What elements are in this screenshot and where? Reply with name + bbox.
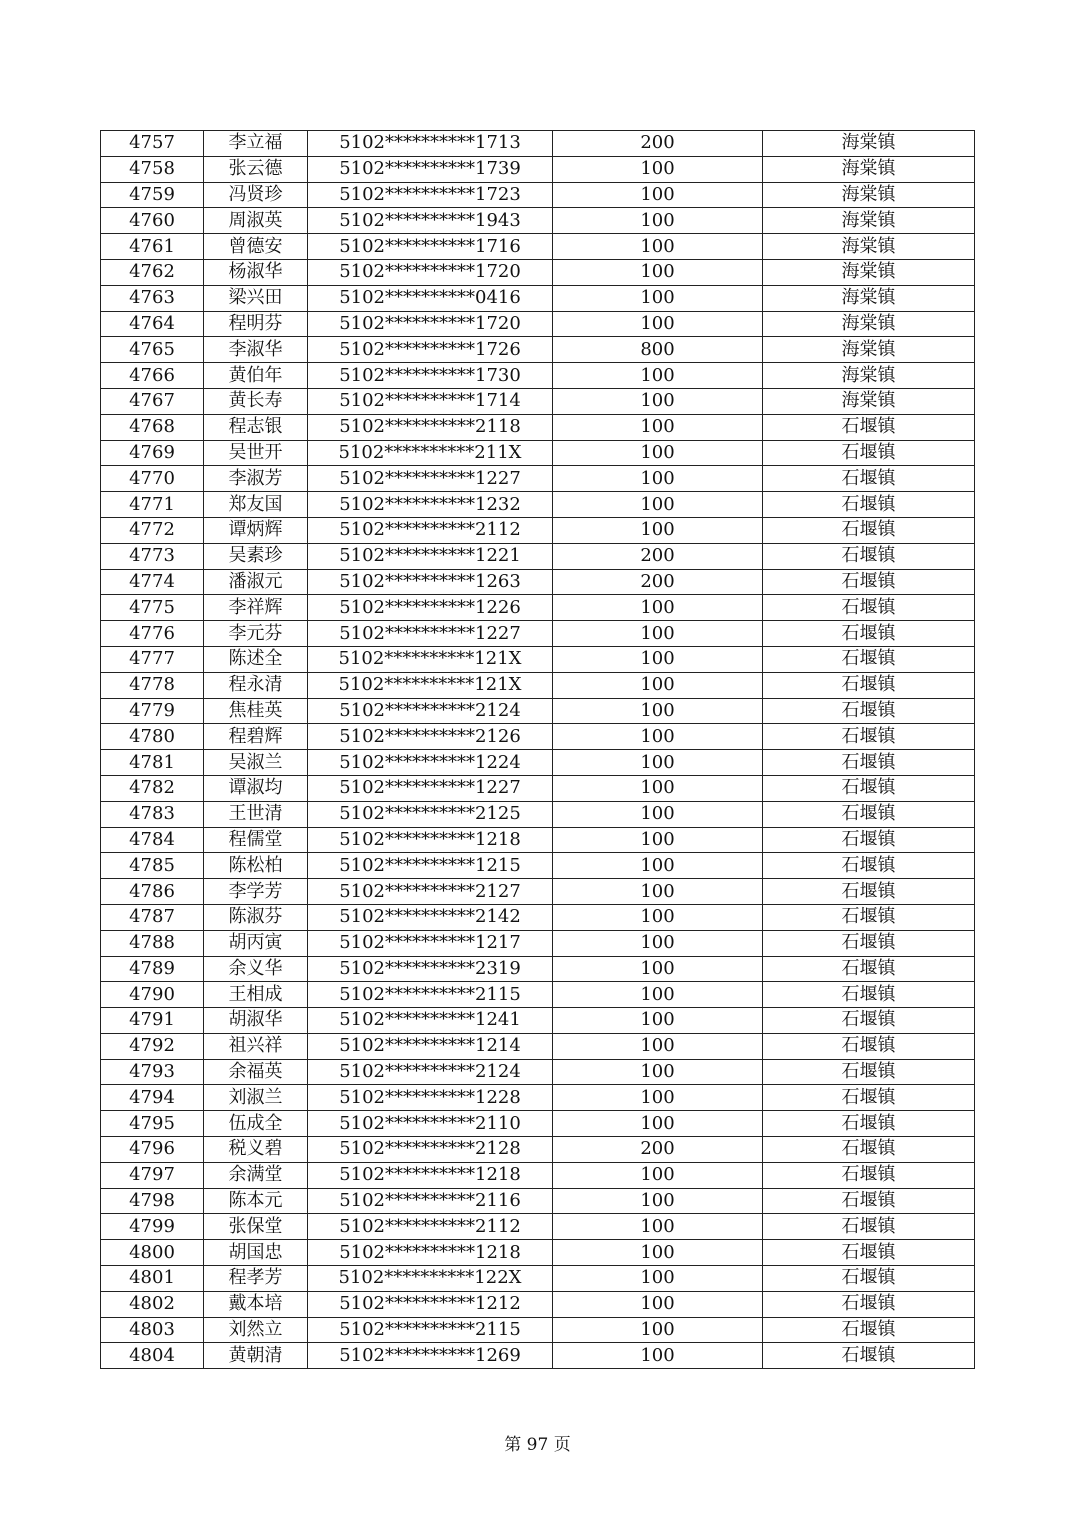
town-cell: 海棠镇 — [763, 131, 975, 157]
amount-cell: 100 — [553, 595, 763, 621]
amount-cell: 100 — [553, 646, 763, 672]
amount-cell: 100 — [553, 259, 763, 285]
amount-cell: 100 — [553, 621, 763, 647]
id-number-cell: 5102**********1720 — [308, 311, 553, 337]
amount-cell: 100 — [553, 853, 763, 879]
table-row — [101, 1317, 975, 1343]
name-cell: 程儒堂 — [204, 827, 308, 853]
table-row — [101, 646, 975, 672]
town-cell: 石堰镇 — [763, 1085, 975, 1111]
town-cell: 石堰镇 — [763, 698, 975, 724]
table-row — [101, 904, 975, 930]
table-row — [101, 440, 975, 466]
name-cell: 李祥辉 — [204, 595, 308, 621]
name-cell: 谭炳辉 — [204, 517, 308, 543]
amount-cell: 100 — [553, 982, 763, 1008]
table-row — [101, 1162, 975, 1188]
name-cell: 黄伯年 — [204, 363, 308, 389]
amount-cell: 100 — [553, 904, 763, 930]
id-number-cell: 5102**********0416 — [308, 285, 553, 311]
row-number-cell: 4783 — [101, 801, 204, 827]
name-cell: 李立福 — [204, 131, 308, 157]
table-row — [101, 569, 975, 595]
amount-cell: 100 — [553, 1343, 763, 1369]
town-cell: 石堰镇 — [763, 492, 975, 518]
row-number-cell: 4762 — [101, 259, 204, 285]
amount-cell: 100 — [553, 801, 763, 827]
row-number-cell: 4791 — [101, 1008, 204, 1034]
table-row — [101, 595, 975, 621]
id-number-cell: 5102**********1218 — [308, 827, 553, 853]
id-number-cell: 5102**********2115 — [308, 982, 553, 1008]
town-cell: 石堰镇 — [763, 827, 975, 853]
amount-cell: 100 — [553, 156, 763, 182]
town-cell: 石堰镇 — [763, 1008, 975, 1034]
id-number-cell: 5102**********2126 — [308, 724, 553, 750]
name-cell: 郑友国 — [204, 492, 308, 518]
table-row — [101, 1033, 975, 1059]
id-number-cell: 5102**********122X — [308, 1266, 553, 1292]
id-number-cell: 5102**********1241 — [308, 1008, 553, 1034]
id-number-cell: 5102**********1730 — [308, 363, 553, 389]
row-number-cell: 4795 — [101, 1111, 204, 1137]
id-number-cell: 5102**********1217 — [308, 930, 553, 956]
table-row — [101, 1137, 975, 1163]
amount-cell: 200 — [553, 131, 763, 157]
table-row — [101, 775, 975, 801]
amount-cell: 100 — [553, 827, 763, 853]
name-cell: 余义华 — [204, 956, 308, 982]
row-number-cell: 4780 — [101, 724, 204, 750]
name-cell: 刘然立 — [204, 1317, 308, 1343]
row-number-cell: 4796 — [101, 1137, 204, 1163]
id-number-cell: 5102**********1221 — [308, 543, 553, 569]
table-row — [101, 1266, 975, 1292]
name-cell: 李淑华 — [204, 337, 308, 363]
amount-cell: 100 — [553, 1033, 763, 1059]
name-cell: 曾德安 — [204, 234, 308, 260]
name-cell: 周淑英 — [204, 208, 308, 234]
amount-cell: 100 — [553, 1188, 763, 1214]
table-row — [101, 517, 975, 543]
town-cell: 海棠镇 — [763, 208, 975, 234]
id-number-cell: 5102**********2319 — [308, 956, 553, 982]
row-number-cell: 4770 — [101, 466, 204, 492]
amount-cell: 100 — [553, 440, 763, 466]
amount-cell: 100 — [553, 1111, 763, 1137]
town-cell: 石堰镇 — [763, 517, 975, 543]
name-cell: 胡淑华 — [204, 1008, 308, 1034]
table-row — [101, 311, 975, 337]
table-row — [101, 1111, 975, 1137]
row-number-cell: 4785 — [101, 853, 204, 879]
table-row — [101, 1291, 975, 1317]
id-number-cell: 5102**********2124 — [308, 1059, 553, 1085]
id-number-cell: 5102**********1215 — [308, 853, 553, 879]
town-cell: 海棠镇 — [763, 363, 975, 389]
row-number-cell: 4769 — [101, 440, 204, 466]
row-number-cell: 4763 — [101, 285, 204, 311]
row-number-cell: 4776 — [101, 621, 204, 647]
row-number-cell: 4786 — [101, 879, 204, 905]
id-number-cell: 5102**********2128 — [308, 1137, 553, 1163]
amount-cell: 100 — [553, 724, 763, 750]
name-cell: 吴淑兰 — [204, 750, 308, 776]
name-cell: 程志银 — [204, 414, 308, 440]
row-number-cell: 4772 — [101, 517, 204, 543]
row-number-cell: 4768 — [101, 414, 204, 440]
amount-cell: 100 — [553, 1059, 763, 1085]
id-number-cell: 5102**********1723 — [308, 182, 553, 208]
amount-cell: 100 — [553, 466, 763, 492]
town-cell: 石堰镇 — [763, 1188, 975, 1214]
table-row — [101, 285, 975, 311]
amount-cell: 100 — [553, 1240, 763, 1266]
amount-cell: 200 — [553, 569, 763, 595]
town-cell: 石堰镇 — [763, 621, 975, 647]
row-number-cell: 4764 — [101, 311, 204, 337]
table-row — [101, 956, 975, 982]
id-number-cell: 5102**********2125 — [308, 801, 553, 827]
table-row — [101, 259, 975, 285]
row-number-cell: 4790 — [101, 982, 204, 1008]
town-cell: 海棠镇 — [763, 311, 975, 337]
table-row — [101, 672, 975, 698]
amount-cell: 100 — [553, 363, 763, 389]
name-cell: 潘淑元 — [204, 569, 308, 595]
name-cell: 陈淑芬 — [204, 904, 308, 930]
amount-cell: 100 — [553, 775, 763, 801]
amount-cell: 100 — [553, 956, 763, 982]
amount-cell: 800 — [553, 337, 763, 363]
town-cell: 石堰镇 — [763, 853, 975, 879]
row-number-cell: 4804 — [101, 1343, 204, 1369]
table-row — [101, 1059, 975, 1085]
row-number-cell: 4793 — [101, 1059, 204, 1085]
table-row — [101, 1214, 975, 1240]
town-cell: 石堰镇 — [763, 1137, 975, 1163]
row-number-cell: 4760 — [101, 208, 204, 234]
name-cell: 梁兴田 — [204, 285, 308, 311]
amount-cell: 100 — [553, 414, 763, 440]
town-cell: 石堰镇 — [763, 646, 975, 672]
name-cell: 李学芳 — [204, 879, 308, 905]
row-number-cell: 4794 — [101, 1085, 204, 1111]
id-number-cell: 5102**********2112 — [308, 1214, 553, 1240]
amount-cell: 200 — [553, 1137, 763, 1163]
id-number-cell: 5102**********1228 — [308, 1085, 553, 1111]
table-row — [101, 698, 975, 724]
table-row — [101, 388, 975, 414]
table-row — [101, 1343, 975, 1369]
name-cell: 李元芬 — [204, 621, 308, 647]
amount-cell: 100 — [553, 698, 763, 724]
row-number-cell: 4775 — [101, 595, 204, 621]
id-number-cell: 5102**********1739 — [308, 156, 553, 182]
row-number-cell: 4782 — [101, 775, 204, 801]
name-cell: 张保堂 — [204, 1214, 308, 1240]
town-cell: 海棠镇 — [763, 285, 975, 311]
amount-cell: 100 — [553, 182, 763, 208]
id-number-cell: 5102**********1269 — [308, 1343, 553, 1369]
row-number-cell: 4797 — [101, 1162, 204, 1188]
name-cell: 胡国忠 — [204, 1240, 308, 1266]
amount-cell: 100 — [553, 1214, 763, 1240]
row-number-cell: 4803 — [101, 1317, 204, 1343]
town-cell: 石堰镇 — [763, 930, 975, 956]
amount-cell: 100 — [553, 311, 763, 337]
row-number-cell: 4766 — [101, 363, 204, 389]
row-number-cell: 4761 — [101, 234, 204, 260]
id-number-cell: 5102**********1943 — [308, 208, 553, 234]
roster-table — [100, 130, 975, 1369]
name-cell: 程永清 — [204, 672, 308, 698]
town-cell: 海棠镇 — [763, 388, 975, 414]
name-cell: 余满堂 — [204, 1162, 308, 1188]
id-number-cell: 5102**********1226 — [308, 595, 553, 621]
name-cell: 王世清 — [204, 801, 308, 827]
town-cell: 石堰镇 — [763, 724, 975, 750]
town-cell: 石堰镇 — [763, 982, 975, 1008]
id-number-cell: 5102**********2124 — [308, 698, 553, 724]
town-cell: 石堰镇 — [763, 466, 975, 492]
table-row — [101, 1008, 975, 1034]
amount-cell: 100 — [553, 285, 763, 311]
row-number-cell: 4758 — [101, 156, 204, 182]
id-number-cell: 5102**********1218 — [308, 1240, 553, 1266]
table-row — [101, 853, 975, 879]
town-cell: 石堰镇 — [763, 1214, 975, 1240]
id-number-cell: 5102**********1263 — [308, 569, 553, 595]
town-cell: 石堰镇 — [763, 1317, 975, 1343]
table-row — [101, 363, 975, 389]
name-cell: 杨淑华 — [204, 259, 308, 285]
amount-cell: 100 — [553, 672, 763, 698]
id-number-cell: 5102**********2115 — [308, 1317, 553, 1343]
row-number-cell: 4779 — [101, 698, 204, 724]
name-cell: 黄长寿 — [204, 388, 308, 414]
amount-cell: 100 — [553, 1291, 763, 1317]
row-number-cell: 4765 — [101, 337, 204, 363]
id-number-cell: 5102**********2116 — [308, 1188, 553, 1214]
name-cell: 戴本培 — [204, 1291, 308, 1317]
row-number-cell: 4778 — [101, 672, 204, 698]
amount-cell: 100 — [553, 208, 763, 234]
id-number-cell: 5102**********1227 — [308, 466, 553, 492]
row-number-cell: 4774 — [101, 569, 204, 595]
table-row — [101, 1240, 975, 1266]
id-number-cell: 5102**********1212 — [308, 1291, 553, 1317]
amount-cell: 100 — [553, 930, 763, 956]
name-cell: 李淑芳 — [204, 466, 308, 492]
town-cell: 石堰镇 — [763, 801, 975, 827]
town-cell: 海棠镇 — [763, 234, 975, 260]
amount-cell: 100 — [553, 1008, 763, 1034]
name-cell: 冯贤珍 — [204, 182, 308, 208]
name-cell: 陈松柏 — [204, 853, 308, 879]
row-number-cell: 4759 — [101, 182, 204, 208]
amount-cell: 100 — [553, 1162, 763, 1188]
table-row — [101, 1188, 975, 1214]
name-cell: 程碧辉 — [204, 724, 308, 750]
id-number-cell: 5102**********1720 — [308, 259, 553, 285]
table-row — [101, 982, 975, 1008]
town-cell: 石堰镇 — [763, 904, 975, 930]
town-cell: 石堰镇 — [763, 750, 975, 776]
id-number-cell: 5102**********2118 — [308, 414, 553, 440]
town-cell: 石堰镇 — [763, 672, 975, 698]
name-cell: 王相成 — [204, 982, 308, 1008]
id-number-cell: 5102**********1227 — [308, 775, 553, 801]
town-cell: 石堰镇 — [763, 440, 975, 466]
page-number: 第 97 页 — [504, 1435, 571, 1455]
amount-cell: 100 — [553, 1085, 763, 1111]
table-row — [101, 724, 975, 750]
amount-cell: 100 — [553, 388, 763, 414]
row-number-cell: 4798 — [101, 1188, 204, 1214]
row-number-cell: 4800 — [101, 1240, 204, 1266]
name-cell: 程明芬 — [204, 311, 308, 337]
table-row — [101, 930, 975, 956]
row-number-cell: 4789 — [101, 956, 204, 982]
row-number-cell: 4799 — [101, 1214, 204, 1240]
id-number-cell: 5102**********1726 — [308, 337, 553, 363]
id-number-cell: 5102**********211X — [308, 440, 553, 466]
table-row — [101, 621, 975, 647]
amount-cell: 100 — [553, 1266, 763, 1292]
table-row — [101, 750, 975, 776]
id-number-cell: 5102**********1227 — [308, 621, 553, 647]
town-cell: 石堰镇 — [763, 879, 975, 905]
amount-cell: 100 — [553, 517, 763, 543]
table-row — [101, 234, 975, 260]
id-number-cell: 5102**********2127 — [308, 879, 553, 905]
name-cell: 谭淑均 — [204, 775, 308, 801]
id-number-cell: 5102**********2112 — [308, 517, 553, 543]
table-row — [101, 466, 975, 492]
row-number-cell: 4773 — [101, 543, 204, 569]
amount-cell: 100 — [553, 234, 763, 260]
amount-cell: 200 — [553, 543, 763, 569]
town-cell: 石堰镇 — [763, 956, 975, 982]
table-row — [101, 543, 975, 569]
town-cell: 海棠镇 — [763, 182, 975, 208]
name-cell: 陈本元 — [204, 1188, 308, 1214]
town-cell: 石堰镇 — [763, 1266, 975, 1292]
id-number-cell: 5102**********1713 — [308, 131, 553, 157]
table-row — [101, 156, 975, 182]
row-number-cell: 4767 — [101, 388, 204, 414]
name-cell: 焦桂英 — [204, 698, 308, 724]
table-row — [101, 827, 975, 853]
amount-cell: 100 — [553, 1317, 763, 1343]
town-cell: 石堰镇 — [763, 1033, 975, 1059]
town-cell: 石堰镇 — [763, 775, 975, 801]
table-row — [101, 182, 975, 208]
id-number-cell: 5102**********1224 — [308, 750, 553, 776]
town-cell: 石堰镇 — [763, 1162, 975, 1188]
table-row — [101, 879, 975, 905]
town-cell: 石堰镇 — [763, 414, 975, 440]
name-cell: 刘淑兰 — [204, 1085, 308, 1111]
town-cell: 海棠镇 — [763, 156, 975, 182]
town-cell: 石堰镇 — [763, 1059, 975, 1085]
roster-table-body — [101, 131, 975, 1369]
name-cell: 黄朝清 — [204, 1343, 308, 1369]
town-cell: 石堰镇 — [763, 1240, 975, 1266]
id-number-cell: 5102**********1714 — [308, 388, 553, 414]
name-cell: 伍成全 — [204, 1111, 308, 1137]
name-cell: 吴素珍 — [204, 543, 308, 569]
row-number-cell: 4771 — [101, 492, 204, 518]
row-number-cell: 4784 — [101, 827, 204, 853]
table-row — [101, 337, 975, 363]
row-number-cell: 4757 — [101, 131, 204, 157]
table-row — [101, 801, 975, 827]
row-number-cell: 4792 — [101, 1033, 204, 1059]
id-number-cell: 5102**********121X — [308, 646, 553, 672]
town-cell: 石堰镇 — [763, 543, 975, 569]
row-number-cell: 4781 — [101, 750, 204, 776]
table-row — [101, 131, 975, 157]
amount-cell: 100 — [553, 492, 763, 518]
name-cell: 余福英 — [204, 1059, 308, 1085]
town-cell: 石堰镇 — [763, 569, 975, 595]
table-row — [101, 492, 975, 518]
id-number-cell: 5102**********1232 — [308, 492, 553, 518]
id-number-cell: 5102**********121X — [308, 672, 553, 698]
name-cell: 胡丙寅 — [204, 930, 308, 956]
name-cell: 祖兴祥 — [204, 1033, 308, 1059]
id-number-cell: 5102**********1716 — [308, 234, 553, 260]
id-number-cell: 5102**********1218 — [308, 1162, 553, 1188]
row-number-cell: 4801 — [101, 1266, 204, 1292]
town-cell: 石堰镇 — [763, 1291, 975, 1317]
row-number-cell: 4777 — [101, 646, 204, 672]
amount-cell: 100 — [553, 879, 763, 905]
town-cell: 石堰镇 — [763, 1111, 975, 1137]
row-number-cell: 4788 — [101, 930, 204, 956]
town-cell: 海棠镇 — [763, 259, 975, 285]
id-number-cell: 5102**********2110 — [308, 1111, 553, 1137]
id-number-cell: 5102**********1214 — [308, 1033, 553, 1059]
town-cell: 石堰镇 — [763, 1343, 975, 1369]
name-cell: 张云德 — [204, 156, 308, 182]
town-cell: 石堰镇 — [763, 595, 975, 621]
table-row — [101, 414, 975, 440]
table-row — [101, 208, 975, 234]
row-number-cell: 4802 — [101, 1291, 204, 1317]
name-cell: 税义碧 — [204, 1137, 308, 1163]
name-cell: 吴世开 — [204, 440, 308, 466]
amount-cell: 100 — [553, 750, 763, 776]
table-row — [101, 1085, 975, 1111]
row-number-cell: 4787 — [101, 904, 204, 930]
id-number-cell: 5102**********2142 — [308, 904, 553, 930]
name-cell: 程孝芳 — [204, 1266, 308, 1292]
town-cell: 海棠镇 — [763, 337, 975, 363]
name-cell: 陈述全 — [204, 646, 308, 672]
